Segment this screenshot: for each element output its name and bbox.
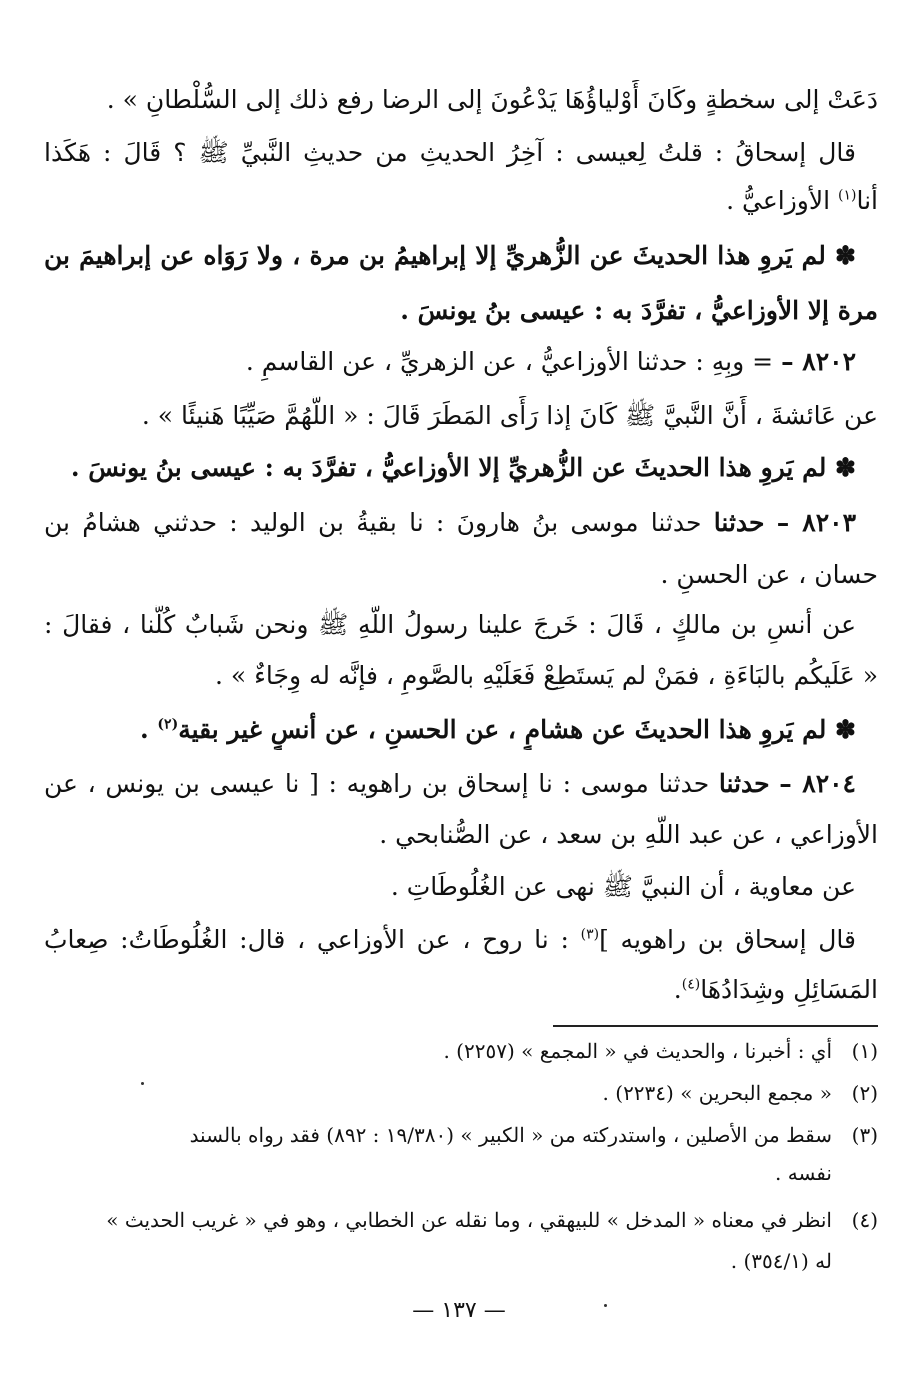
text-line: « عَلَيكُم بالبَاءَةِ ، فمَنْ لم يَستَطِعْ فَعَلَيْهِ بالصَّومِ ، فإنَّه له وِجَاءٌ » .: [215, 661, 878, 690]
hadith-line: ٨٢٠٢ – = وبِهِ : حدثنا الأوزاعيُّ ، عن الزهريِّ ، عن القاسمِ .: [245, 347, 856, 376]
text-line: الأوزاعي ، عن عبد اللَّهِ بن سعد ، عن الصُّنابحي .: [379, 820, 878, 849]
text-line: عن أنسِ بن مالكٍ ، قَالَ : خَرجَ علينا رسولُ اللَّهِ ﷺ ونحن شَبابٌ كُلُّنا ، فقالَ :: [44, 610, 856, 639]
text-line: المَسَائِلِ وشِدَادُهَا$^{(٤)}$.: [673, 975, 878, 1004]
hadith-number: ٨٢٠٤ –: [779, 769, 856, 798]
commentary-line: ✽ لم يَروِ هذا الحديثَ عن هشامٍ ، عن الحسنِ ، عن أنسٍ غير بقية$^{(٢)}$ .: [140, 715, 856, 744]
footnote-ref: (٤): [681, 976, 701, 993]
text-line: حسان ، عن الحسنِ .: [660, 560, 878, 589]
text-line: قال إسحاق بن راهويه ]$^{(٣)}$ : نا روح ، عن الأوزاعي ، قال: الغُلُوطَاتُ: صِعابُ: [44, 925, 856, 954]
hadith-number: ٨٢٠٢ –: [781, 347, 856, 376]
footnote-ref: (٣): [580, 926, 600, 943]
text-line: قال إسحاقُ : قلتُ لِعيسى : آخِرُ الحديثِ من حديثِ النَّبيِّ ﷺ ؟ قَالَ : هَكَذا: [44, 138, 856, 167]
text-line: عن معاوية ، أن النبيَّ ﷺ نهى عن الغُلُوطَاتِ .: [390, 872, 856, 901]
commentary-line: ✽ لم يَروِ هذا الحديثَ عن الزُّهريِّ إلا إبراهيمُ بن مرة ، ولا رَوَاه عن إبراهيمَ بن: [44, 241, 856, 270]
footnote: (٢)« مجمع البحرين » (٢٢٣٤) .: [602, 1081, 878, 1105]
text-line: عن عَائشةَ ، أَنَّ النَّبيَّ ﷺ كَانَ إذا رَأَى المَطَرَ قَالَ : « اللَّهُمَّ صَيِّبًا هَنيئًا » .: [141, 401, 878, 430]
commentary-line: ✽ لم يَروِ هذا الحديثَ عن الزُّهريِّ إلا الأوزاعيُّ ، تفرَّدَ به : عيسى بنُ يونسَ .: [70, 453, 856, 482]
page-number: — ١٣٧ —: [412, 1298, 506, 1323]
footnote: (٤)انظر في معناه « المدخل » للبيهقي ، وما نقله عن الخطابي ، وهو في « غريب الحديث »: [106, 1208, 878, 1232]
print-speck: [604, 1304, 607, 1307]
hadith-line: ٨٢٠٣ – حدثنا حدثنا موسى بنُ هارونَ : نا بقيةُ بن الوليد : حدثني هشامُ بن: [44, 508, 856, 537]
text-line: دَعَتْ إلى سخطةٍ وكَانَ أَوْلياؤُهَا يَدْعُونَ إلى الرضا رفع ذلك إلى السُّلْطانِ » .: [106, 85, 878, 114]
footnote-continuation: نفسه .: [775, 1161, 832, 1185]
footnote: (٣)سقط من الأصلين ، واستدركته من « الكبير » (١٩/٣٨٠ : ٨٩٢) فقد رواه بالسند: [189, 1123, 878, 1147]
text-line: أنا$^{(١)}$ الأوزاعيُّ .: [726, 186, 878, 215]
footnote: (١)أي : أخبرنا ، والحديث في « المجمع » (٢٢٥٧) .: [443, 1039, 878, 1063]
footnote-ref: (٢): [157, 716, 179, 733]
commentary-line: مرة إلا الأوزاعيُّ ، تفرَّدَ به : عيسى بنُ يونسَ .: [400, 296, 878, 325]
footnote-continuation: له (٣٥٤/١) .: [730, 1249, 832, 1273]
footnote-ref: (١): [838, 187, 857, 204]
hadith-number: ٨٢٠٣ –: [776, 508, 856, 537]
hadith-line: ٨٢٠٤ – حدثنا حدثنا موسى : نا إسحاق بن راهويه : [ نا عيسى بن يونس ، عن: [44, 769, 856, 798]
footnote-separator: [553, 1025, 878, 1027]
print-speck: [141, 1082, 144, 1085]
